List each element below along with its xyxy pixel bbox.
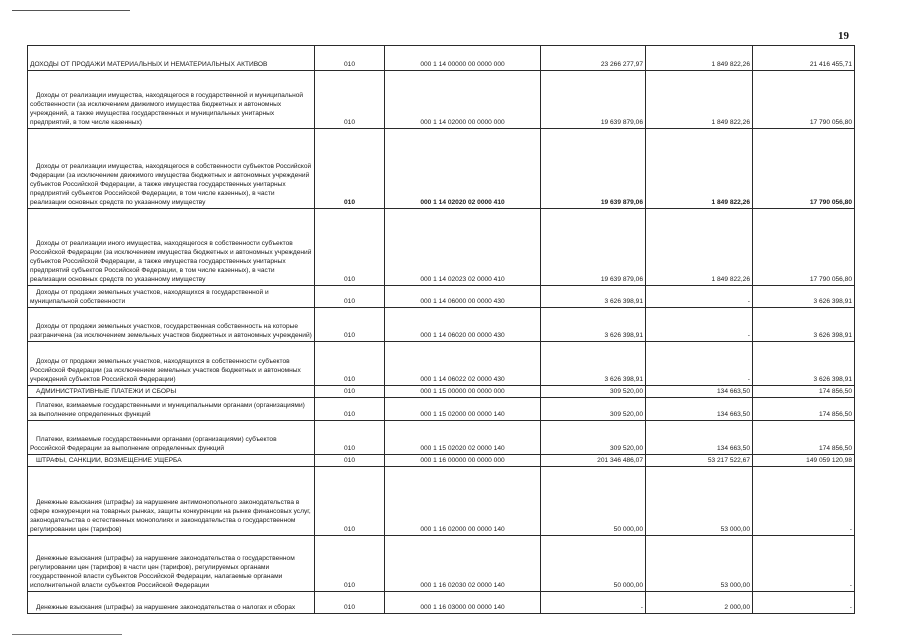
income-name-cell: Платежи, взимаемые государственными и муниципальными органами (организациями) за выполнение определенных функций <box>28 398 315 421</box>
income-code-cell: 000 1 15 00000 00 0000 000 <box>385 386 541 398</box>
approved-amount-cell: - <box>541 592 646 614</box>
remaining-amount-cell: 174 856,50 <box>753 386 855 398</box>
table-row <box>28 71 855 129</box>
approved-amount-cell: 19 639 879,06 <box>541 129 646 209</box>
executed-amount-cell: - <box>646 342 753 386</box>
executed-amount-cell: 134 663,50 <box>646 386 753 398</box>
income-code-cell: 000 1 14 02020 02 0000 410 <box>385 129 541 209</box>
line-code-cell: 010 <box>315 342 385 386</box>
executed-amount-cell: 1 849 822,26 <box>646 46 753 71</box>
remaining-amount-cell: - <box>753 467 855 536</box>
line-code-cell: 010 <box>315 286 385 308</box>
table-row <box>28 455 855 467</box>
page-number: 19 <box>838 30 849 42</box>
income-code-cell: 000 1 15 02020 02 0000 140 <box>385 421 541 455</box>
income-name-cell: АДМИНИСТРАТИВНЫЕ ПЛАТЕЖИ И СБОРЫ <box>28 386 315 398</box>
income-code-cell: 000 1 16 00000 00 0000 000 <box>385 455 541 467</box>
approved-amount-cell: 19 639 879,06 <box>541 209 646 286</box>
executed-amount-cell: 53 000,00 <box>646 536 753 592</box>
income-name-cell: Доходы от реализации имущества, находящегося в собственности субъектов Российской Федерации (за исключением движимого имущества бюджетных и автономных учреждений субъектов Российской Федерации, а также имущества государственных унитарных предприятий субъектов Российской Федерации, в том числе казенных), в части реализации основных средств по указанному имуществу <box>28 129 315 209</box>
executed-amount-cell: 2 000,00 <box>646 592 753 614</box>
remaining-amount-cell: 3 626 398,91 <box>753 342 855 386</box>
approved-amount-cell: 3 626 398,91 <box>541 308 646 342</box>
executed-amount-cell: - <box>646 286 753 308</box>
line-code-cell: 010 <box>315 592 385 614</box>
income-code-cell: 000 1 14 06020 00 0000 430 <box>385 308 541 342</box>
income-name-cell: Доходы от реализации иного имущества, находящегося в собственности субъектов Российской Федерации (за исключением имущества бюджетных и автономных учреждений субъектов Российской Федерации, а также имущества государственных унитарных предприятий субъектов Российской Федерации, в том числе казенных), в части реализации основных средств по указанному имуществу <box>28 209 315 286</box>
table-row <box>28 536 855 592</box>
approved-amount-cell: 50 000,00 <box>541 536 646 592</box>
income-name-cell: Доходы от реализации имущества, находящегося в государственной и муниципальной собственности (за исключением движимого имущества бюджетных и автономных учреждений, а также имущества государственных и муниципальных унитарных предприятий, в том числе казенных) <box>28 71 315 129</box>
executed-amount-cell: 134 663,50 <box>646 421 753 455</box>
top-rule <box>12 10 130 11</box>
table-row <box>28 209 855 286</box>
line-code-cell: 010 <box>315 46 385 71</box>
line-code-cell: 010 <box>315 467 385 536</box>
executed-amount-cell: 134 663,50 <box>646 398 753 421</box>
income-code-cell: 000 1 14 02023 02 0000 410 <box>385 209 541 286</box>
income-code-cell: 000 1 16 02030 02 0000 140 <box>385 536 541 592</box>
remaining-amount-cell: - <box>753 536 855 592</box>
income-code-cell: 000 1 16 03000 00 0000 140 <box>385 592 541 614</box>
table-row <box>28 398 855 421</box>
approved-amount-cell: 3 626 398,91 <box>541 286 646 308</box>
income-code-cell: 000 1 14 00000 00 0000 000 <box>385 46 541 71</box>
bottom-rule <box>12 634 122 635</box>
table-row <box>28 129 855 209</box>
income-code-cell: 000 1 16 02000 00 0000 140 <box>385 467 541 536</box>
remaining-amount-cell: 174 856,50 <box>753 398 855 421</box>
revenue-table <box>27 45 855 614</box>
table-row <box>28 308 855 342</box>
line-code-cell: 010 <box>315 386 385 398</box>
table-row <box>28 46 855 71</box>
executed-amount-cell: - <box>646 308 753 342</box>
approved-amount-cell: 50 000,00 <box>541 467 646 536</box>
table-row <box>28 386 855 398</box>
remaining-amount-cell: 3 626 398,91 <box>753 286 855 308</box>
income-name-cell: Доходы от продажи земельных участков, находящихся в государственной и муниципальной собственности <box>28 286 315 308</box>
remaining-amount-cell: - <box>753 592 855 614</box>
remaining-amount-cell: 17 790 056,80 <box>753 209 855 286</box>
income-name-cell: ДОХОДЫ ОТ ПРОДАЖИ МАТЕРИАЛЬНЫХ И НЕМАТЕРИАЛЬНЫХ АКТИВОВ <box>28 46 315 71</box>
line-code-cell: 010 <box>315 536 385 592</box>
table-row <box>28 342 855 386</box>
approved-amount-cell: 201 346 486,07 <box>541 455 646 467</box>
approved-amount-cell: 3 626 398,91 <box>541 342 646 386</box>
remaining-amount-cell: 174 856,50 <box>753 421 855 455</box>
line-code-cell: 010 <box>315 71 385 129</box>
executed-amount-cell: 1 849 822,26 <box>646 129 753 209</box>
line-code-cell: 010 <box>315 398 385 421</box>
line-code-cell: 010 <box>315 129 385 209</box>
table-row <box>28 592 855 614</box>
executed-amount-cell: 53 000,00 <box>646 467 753 536</box>
table-row <box>28 421 855 455</box>
remaining-amount-cell: 3 626 398,91 <box>753 308 855 342</box>
executed-amount-cell: 1 849 822,26 <box>646 71 753 129</box>
line-code-cell: 010 <box>315 209 385 286</box>
approved-amount-cell: 23 266 277,97 <box>541 46 646 71</box>
income-name-cell: Доходы от продажи земельных участков, государственная собственность на которые разграничена (за исключением земельных участков бюджетных и автономных учреждений) <box>28 308 315 342</box>
approved-amount-cell: 309 520,00 <box>541 398 646 421</box>
income-name-cell: Денежные взыскания (штрафы) за нарушение законодательства о налогах и сборах <box>28 592 315 614</box>
income-code-cell: 000 1 14 06000 00 0000 430 <box>385 286 541 308</box>
executed-amount-cell: 53 217 522,67 <box>646 455 753 467</box>
remaining-amount-cell: 21 416 455,71 <box>753 46 855 71</box>
remaining-amount-cell: 17 790 056,80 <box>753 129 855 209</box>
income-name-cell: ШТРАФЫ, САНКЦИИ, ВОЗМЕЩЕНИЕ УЩЕРБА <box>28 455 315 467</box>
income-code-cell: 000 1 14 06022 02 0000 430 <box>385 342 541 386</box>
income-name-cell: Платежи, взимаемые государственными органами (организациями) субъектов Российской Федерации за выполнение определенных функций <box>28 421 315 455</box>
income-name-cell: Доходы от продажи земельных участков, находящихся в собственности субъектов Российской Федерации (за исключением земельных участков бюджетных и автономных учреждений субъектов Российской Федерации) <box>28 342 315 386</box>
table-row <box>28 467 855 536</box>
income-code-cell: 000 1 15 02000 00 0000 140 <box>385 398 541 421</box>
line-code-cell: 010 <box>315 455 385 467</box>
table-row <box>28 286 855 308</box>
executed-amount-cell: 1 849 822,26 <box>646 209 753 286</box>
income-name-cell: Денежные взыскания (штрафы) за нарушение законодательства о государственном регулировании цен (тарифов) в части цен (тарифов), регулируемых органами государственной власти субъектов Российской Федерации, налагаемые органами исполнительной власти субъектов Российской Федерации <box>28 536 315 592</box>
income-name-cell: Денежные взыскания (штрафы) за нарушение антимонопольного законодательства в сфере конкуренции на товарных рынках, защиты конкуренции на рынке финансовых услуг, законодательства о естественных монополиях и законодательства о государственном регулировании цен (тарифов) <box>28 467 315 536</box>
line-code-cell: 010 <box>315 308 385 342</box>
remaining-amount-cell: 17 790 056,80 <box>753 71 855 129</box>
approved-amount-cell: 19 639 879,06 <box>541 71 646 129</box>
income-code-cell: 000 1 14 02000 00 0000 000 <box>385 71 541 129</box>
approved-amount-cell: 309 520,00 <box>541 386 646 398</box>
line-code-cell: 010 <box>315 421 385 455</box>
remaining-amount-cell: 149 059 120,98 <box>753 455 855 467</box>
approved-amount-cell: 309 520,00 <box>541 421 646 455</box>
